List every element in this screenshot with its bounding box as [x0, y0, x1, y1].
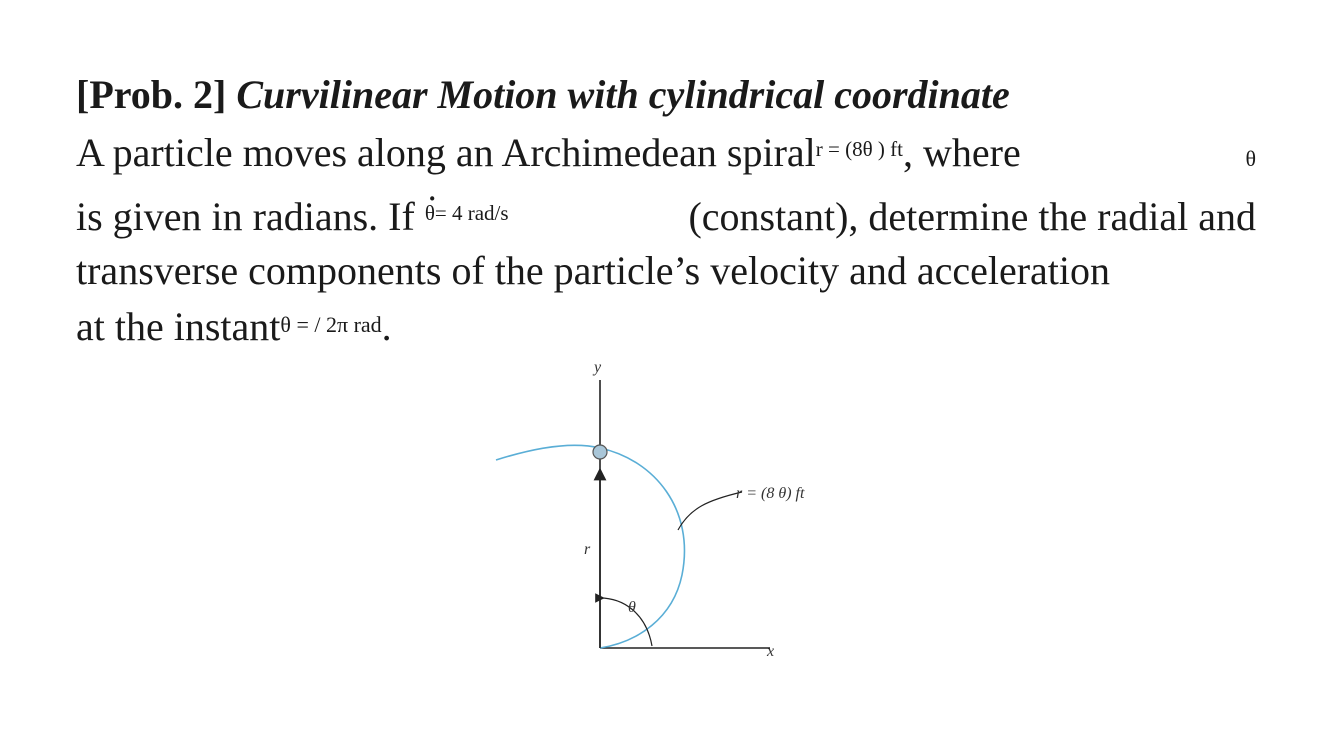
spiral-figure [480, 350, 860, 690]
x-axis-label: x [767, 643, 775, 660]
spiral-equation: r = (8θ ) ft [815, 137, 903, 161]
particle [593, 445, 607, 459]
statement-line-2 [76, 186, 1256, 244]
statement-line-3: transverse components of the particle’s velocity and acceleration [76, 248, 1111, 293]
y-axis-label: y [594, 359, 602, 376]
theta-symbol: θ [1245, 146, 1256, 171]
problem-text [76, 68, 1256, 354]
problem-heading [76, 68, 1256, 122]
theta-label: θ [628, 599, 636, 616]
problem-number: [Prob. 2] [76, 72, 227, 117]
statement-line-4-text: at the instant [76, 304, 281, 349]
statement-line-1 [76, 122, 1256, 186]
statement-line-4 [76, 298, 1256, 354]
theta-dot-value: = 4 rad/s [434, 201, 509, 225]
statement-line-4-end: . [381, 304, 392, 349]
problem-title: Curvilinear Motion with cylindrical coordinate [236, 72, 1010, 117]
statement-line-2-text: is given in radians. If [76, 194, 415, 239]
curve-leader-line [678, 492, 742, 530]
instant-equation: θ = / 2π rad [280, 312, 382, 337]
spiral-diagram [480, 350, 860, 690]
statement-line-1-mid: , where [902, 130, 1021, 175]
curve-equation-label: r = (8 θ) ft [736, 485, 805, 502]
theta-dot-symbol: · θ [425, 186, 435, 240]
statement-line-1-text: A particle moves along an Archimedean spiral [76, 130, 816, 175]
theta-arc [600, 598, 652, 646]
r-label: r [584, 541, 591, 558]
statement-line-2-end: (constant), determine the radial and [688, 194, 1256, 239]
